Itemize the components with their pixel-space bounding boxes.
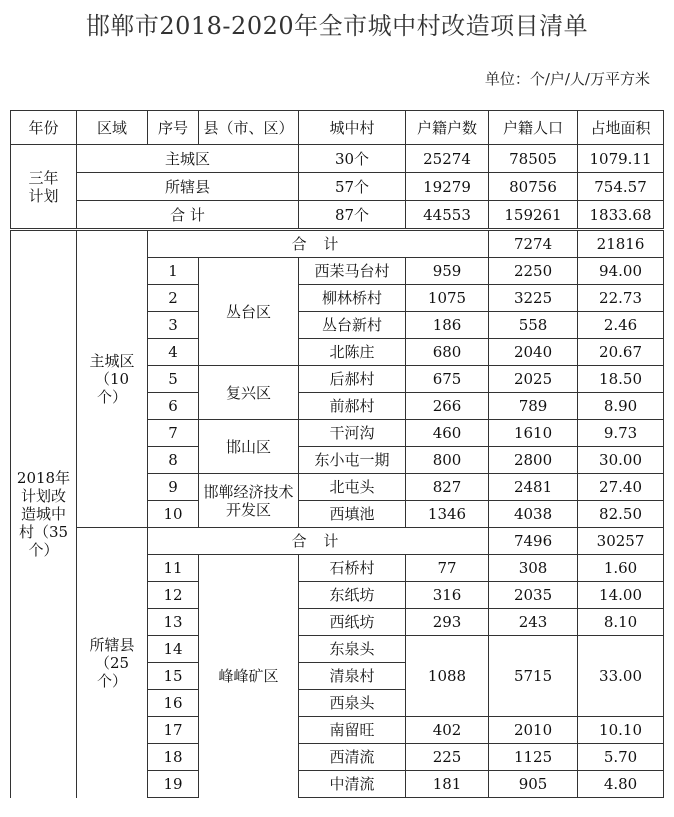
village-name: 石桥村	[299, 555, 406, 582]
row-no: 17	[148, 717, 199, 744]
row-no: 19	[148, 771, 199, 798]
table-row	[11, 201, 664, 229]
main-total-label: 合 计	[148, 231, 489, 258]
village-name: 西泉头	[299, 690, 406, 717]
village-name: 丛台新村	[299, 312, 406, 339]
area-cell: 9.73	[578, 420, 664, 447]
households-cell: 316	[406, 582, 489, 609]
households-cell: 959	[406, 258, 489, 285]
header-area: 占地面积	[578, 111, 664, 145]
row-no: 5	[148, 366, 199, 393]
village-count: 57个	[299, 173, 406, 201]
area-cell: 18.50	[578, 366, 664, 393]
district-fengfeng: 峰峰矿区	[199, 555, 299, 798]
population-cell: 80756	[489, 173, 578, 201]
village-name: 东小屯一期	[299, 447, 406, 474]
area-cell: 33.00	[578, 636, 664, 717]
area-cell: 8.90	[578, 393, 664, 420]
area-cell: 4.80	[578, 771, 664, 798]
households-cell: 800	[406, 447, 489, 474]
unit-note: 单位：个/户/人/万平方米	[484, 70, 650, 88]
village-name: 清泉村	[299, 663, 406, 690]
population-cell: 2040	[489, 339, 578, 366]
population-cell: 2025	[489, 366, 578, 393]
area-cell: 1.60	[578, 555, 664, 582]
village-name: 干河沟	[299, 420, 406, 447]
row-no: 11	[148, 555, 199, 582]
population-cell: 30257	[578, 528, 664, 555]
area-cell: 14.00	[578, 582, 664, 609]
district-fuxing: 复兴区	[199, 366, 299, 420]
area-cell: 5.70	[578, 744, 664, 771]
row-no: 10	[148, 501, 199, 528]
households-cell: 7274	[489, 231, 578, 258]
row-no: 18	[148, 744, 199, 771]
page-title: 邯郸市2018-2020年全市城中村改造项目清单	[85, 12, 589, 40]
population-cell: 558	[489, 312, 578, 339]
region-name: 主城区	[77, 145, 299, 173]
population-cell: 2250	[489, 258, 578, 285]
population-cell: 2800	[489, 447, 578, 474]
households-cell: 1088	[406, 636, 489, 717]
village-name: 西纸坊	[299, 609, 406, 636]
row-no: 9	[148, 474, 199, 501]
village-name: 北屯头	[299, 474, 406, 501]
row-no: 7	[148, 420, 199, 447]
project-table	[10, 110, 664, 229]
population-cell: 159261	[489, 201, 578, 229]
header-population: 户籍人口	[489, 111, 578, 145]
village-name: 东纸坊	[299, 582, 406, 609]
households-cell: 266	[406, 393, 489, 420]
households-cell: 181	[406, 771, 489, 798]
households-cell: 7496	[489, 528, 578, 555]
population-cell: 243	[489, 609, 578, 636]
header-households: 户籍户数	[406, 111, 489, 145]
households-cell: 77	[406, 555, 489, 582]
population-cell: 1610	[489, 420, 578, 447]
district-hanshan: 邯山区	[199, 420, 299, 474]
area-cell: 2.46	[578, 312, 664, 339]
area-cell: 1079.11	[578, 145, 664, 173]
area-cell: 22.73	[578, 285, 664, 312]
population-cell: 5715	[489, 636, 578, 717]
village-name: 中清流	[299, 771, 406, 798]
village-name: 西苿马台村	[299, 258, 406, 285]
header-county: 县（市、区）	[199, 111, 299, 145]
row-no: 16	[148, 690, 199, 717]
area-cell: 20.67	[578, 339, 664, 366]
area-cell: 82.50	[578, 501, 664, 528]
village-name: 东泉头	[299, 636, 406, 663]
region-name: 所辖县	[77, 173, 299, 201]
population-cell: 1125	[489, 744, 578, 771]
area-cell: 10.10	[578, 717, 664, 744]
row-no: 15	[148, 663, 199, 690]
header-region: 区域	[77, 111, 148, 145]
population-cell: 905	[489, 771, 578, 798]
population-cell: 21816	[578, 231, 664, 258]
plan-2018-label: 2018年计划改造城中村（35个）	[11, 231, 77, 798]
area-cell: 1833.68	[578, 201, 664, 229]
row-no: 6	[148, 393, 199, 420]
population-cell: 2481	[489, 474, 578, 501]
households-cell: 675	[406, 366, 489, 393]
village-name: 西清流	[299, 744, 406, 771]
households-cell: 460	[406, 420, 489, 447]
table-row	[11, 231, 664, 258]
area-cell: 27.40	[578, 474, 664, 501]
three-year-label: 三年计划	[11, 145, 77, 229]
area-cell: 30.00	[578, 447, 664, 474]
households-cell: 19279	[406, 173, 489, 201]
district-congtai: 丛台区	[199, 258, 299, 366]
population-cell: 789	[489, 393, 578, 420]
households-cell: 827	[406, 474, 489, 501]
village-name: 南留旺	[299, 717, 406, 744]
row-no: 14	[148, 636, 199, 663]
region-name: 合 计	[77, 201, 299, 229]
main-city-label: 主城区（10个）	[77, 231, 148, 528]
header-village: 城中村	[299, 111, 406, 145]
plan-2018-table	[10, 230, 664, 798]
households-cell: 225	[406, 744, 489, 771]
households-cell: 44553	[406, 201, 489, 229]
header-row	[11, 111, 664, 145]
area-cell: 8.10	[578, 609, 664, 636]
population-cell: 4038	[489, 501, 578, 528]
row-no: 8	[148, 447, 199, 474]
county-total-label: 合 计	[148, 528, 489, 555]
population-cell: 2010	[489, 717, 578, 744]
area-cell: 94.00	[578, 258, 664, 285]
households-cell: 680	[406, 339, 489, 366]
county-label: 所辖县（25个）	[77, 528, 148, 798]
row-no: 3	[148, 312, 199, 339]
population-cell: 2035	[489, 582, 578, 609]
table-row	[11, 145, 664, 173]
population-cell: 78505	[489, 145, 578, 173]
table-row	[11, 173, 664, 201]
village-name: 柳林桥村	[299, 285, 406, 312]
village-name: 北陈庄	[299, 339, 406, 366]
row-no: 1	[148, 258, 199, 285]
population-cell: 308	[489, 555, 578, 582]
row-no: 2	[148, 285, 199, 312]
village-count: 30个	[299, 145, 406, 173]
village-name: 后郝村	[299, 366, 406, 393]
header-no: 序号	[148, 111, 199, 145]
village-name: 前郝村	[299, 393, 406, 420]
households-cell: 186	[406, 312, 489, 339]
households-cell: 1346	[406, 501, 489, 528]
population-cell: 3225	[489, 285, 578, 312]
households-cell: 402	[406, 717, 489, 744]
village-name: 西填池	[299, 501, 406, 528]
header-year: 年份	[11, 111, 77, 145]
row-no: 4	[148, 339, 199, 366]
table-row	[11, 528, 664, 555]
row-no: 12	[148, 582, 199, 609]
row-no: 13	[148, 609, 199, 636]
village-count: 87个	[299, 201, 406, 229]
households-cell: 293	[406, 609, 489, 636]
households-cell: 25274	[406, 145, 489, 173]
households-cell: 1075	[406, 285, 489, 312]
district-econ-dev: 邯郸经济技术开发区	[199, 474, 299, 528]
area-cell: 754.57	[578, 173, 664, 201]
